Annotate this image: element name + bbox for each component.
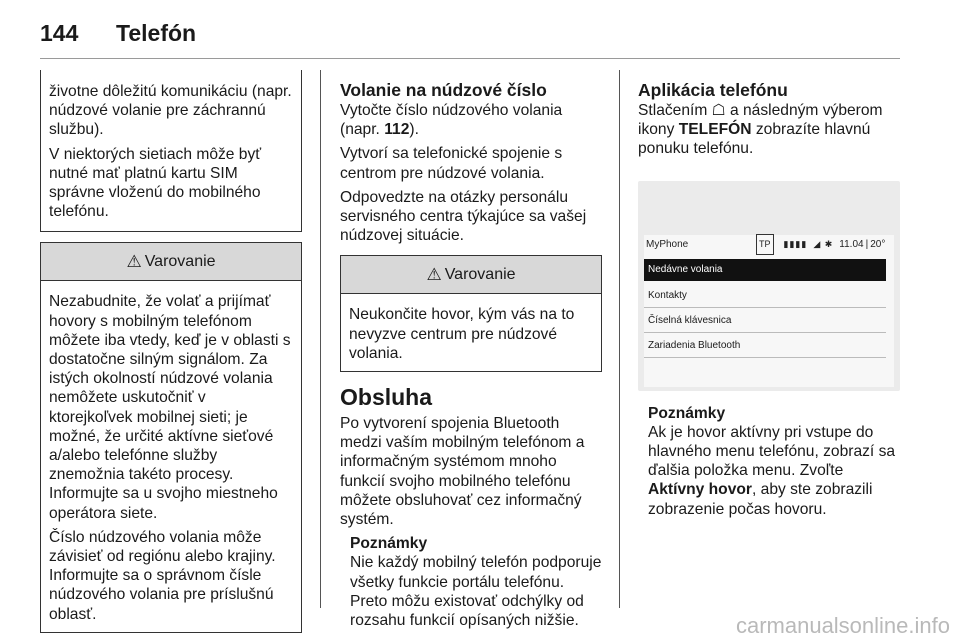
signal-bluetooth-icon: ◢ ✱: [813, 239, 834, 250]
menu-item-contacts[interactable]: Kontakty: [644, 285, 886, 308]
note: [638, 404, 900, 519]
temperature: 20°: [870, 239, 886, 251]
paragraph: Číslo núdzového volania môže závisieť od regiónu alebo krajiny. Informujte sa o správnom čísle núdzového volania pre príslušnú oblasť.: [49, 528, 276, 623]
battery-icon: ▮▮▮▮: [783, 239, 808, 250]
warning-title: Varovanie: [444, 266, 516, 284]
menu-item-recent-calls[interactable]: Nedávne volania: [644, 259, 886, 281]
page-header: [40, 18, 900, 48]
section-title: Obsluha: [340, 384, 433, 411]
warning-body: [341, 294, 601, 371]
column-divider: [320, 70, 321, 608]
column-right: [638, 80, 900, 519]
warning-header: [41, 243, 301, 281]
note-text: Nie každý mobilný telefón podporuje všetky funkcie portálu telefónu. Preto môžu existovať odchýlky od rozsahu funkcií opísaných nižšie.: [350, 554, 602, 630]
paragraph: Vytočte číslo núdzového volania (napr. 112).: [340, 102, 563, 139]
note-title: Poznámky: [648, 404, 726, 422]
phone-menu-screenshot: [638, 181, 900, 391]
page-title: Telefón: [116, 19, 197, 46]
warning-box: [340, 255, 602, 372]
menu-item-keypad[interactable]: Číselná klávesnica: [644, 310, 886, 333]
paragraph: V niektorých sietiach môže byť nutné mať platnú kartu SIM správne vloženú do mobilného telefónu.: [49, 145, 262, 221]
warning-triangle-icon: ⚠: [126, 252, 142, 272]
page-number: 144: [40, 19, 79, 46]
status-bar: MyPhone TP ▮▮▮▮ ◢ ✱ 11.04 | 20°: [644, 236, 894, 254]
app-title: MyPhone: [646, 239, 689, 251]
watermark: carmanualsonline.info: [735, 613, 950, 638]
section-heading: Volanie na núdzové číslo: [340, 80, 547, 100]
note-text: Ak je hovor aktívny pri vstupe do hlavného menu telefónu, zobrazí sa ďalšia položka menu. Zvoľte Aktívny hovor, aby ste zobrazili zobrazenie počas hovoru.: [648, 423, 896, 518]
paragraph: životne dôležitú komunikáciu (napr. núdzové volanie pre záchrannú službu).: [49, 83, 292, 139]
home-icon: ☖: [711, 102, 726, 119]
warning-title: Varovanie: [144, 253, 216, 271]
paragraph: Vytvorí sa telefonické spojenie s centrom pre núdzové volania.: [340, 145, 563, 182]
tp-badge: TP: [756, 234, 774, 255]
clock: 11.04: [839, 239, 864, 251]
warning-continuation: [40, 70, 302, 232]
warning-header: [341, 256, 601, 294]
menu-item-bluetooth-devices[interactable]: Zariadenia Bluetooth: [644, 335, 886, 358]
paragraph: Odpovedzte na otázky personálu servisného centra týkajúce sa vašej núdzovej situácie.: [340, 188, 587, 245]
column-divider: [619, 70, 620, 608]
note: [340, 534, 602, 630]
warning-body: [41, 281, 301, 631]
header-divider: [40, 58, 900, 59]
column-middle: [340, 80, 602, 630]
column-left: [40, 70, 302, 633]
paragraph: Neukončite hovor, kým vás na to nevyzve centrum pre núdzové volania.: [349, 306, 575, 362]
paragraph: Nezabudnite, že volať a prijímať hovory s mobilným telefónom môžete iba vtedy, keď je v oblasti s dostatočne silným signálom. Za istých okolností núdzové volania nemôžete uskutočniť v ktorejkoľvek mobilnej sieti; je možné, že určité aktívne sieťové a/alebo telefónne služby znemožnia takéto procesy. Informujte sa u svojho miestneho operátora siete.: [49, 293, 291, 522]
paragraph: Po vytvorení spojenia Bluetooth medzi vaším mobilným telefónom a informačným systémom mnoho funkcií svojho mobilného telefónu môžete obsluhovať cez informačný systém.: [340, 415, 585, 529]
warning-triangle-icon: ⚠: [426, 265, 442, 285]
note-title: Poznámky: [350, 535, 428, 553]
paragraph: Stlačením ☖ a následným výberom ikony TELEFÓN zobrazíte hlavnú ponuku telefónu.: [638, 102, 883, 158]
section-heading: Aplikácia telefónu: [638, 80, 788, 100]
warning-box: [40, 242, 302, 632]
